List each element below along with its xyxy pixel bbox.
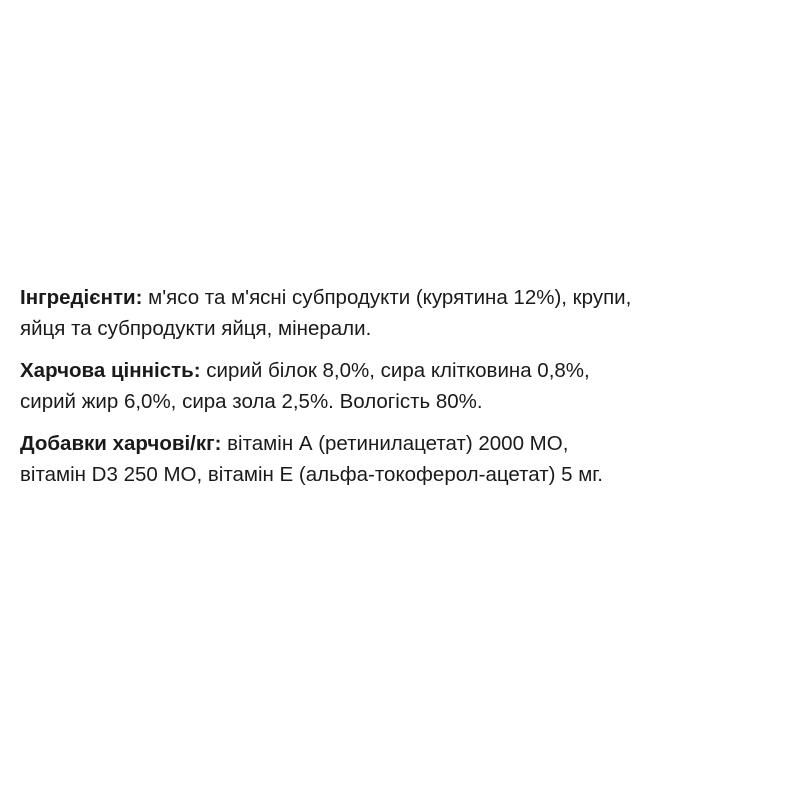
additives-text-2: вітамін D3 250 МО, вітамін Е (альфа-токоферол-ацетат) 5 мг.	[20, 463, 603, 486]
product-composition	[20, 282, 785, 501]
ingredients-section	[20, 282, 785, 344]
nutrition-text-2: сирий жир 6,0%, сира зола 2,5%. Вологість 80%.	[20, 390, 483, 413]
additives-section	[20, 428, 785, 490]
additives-line-1	[20, 428, 785, 459]
ingredients-heading: Інгредієнти:	[20, 286, 143, 309]
nutrition-line-1	[20, 355, 785, 386]
ingredients-text-1: м'ясо та м'ясні субпродукти (курятина 12%), крупи,	[142, 286, 632, 309]
nutrition-text-1: сирий білок 8,0%, сира клітковина 0,8%,	[200, 359, 590, 382]
nutrition-section	[20, 355, 785, 417]
additives-text-1: вітамін А (ретинилацетат) 2000 МО,	[221, 432, 569, 455]
additives-heading: Добавки харчові/кг:	[20, 432, 222, 455]
ingredients-text-2: яйця та субпродукти яйця, мінерали.	[20, 317, 372, 340]
nutrition-heading: Харчова цінність:	[20, 359, 201, 382]
ingredients-line-1	[20, 282, 785, 313]
